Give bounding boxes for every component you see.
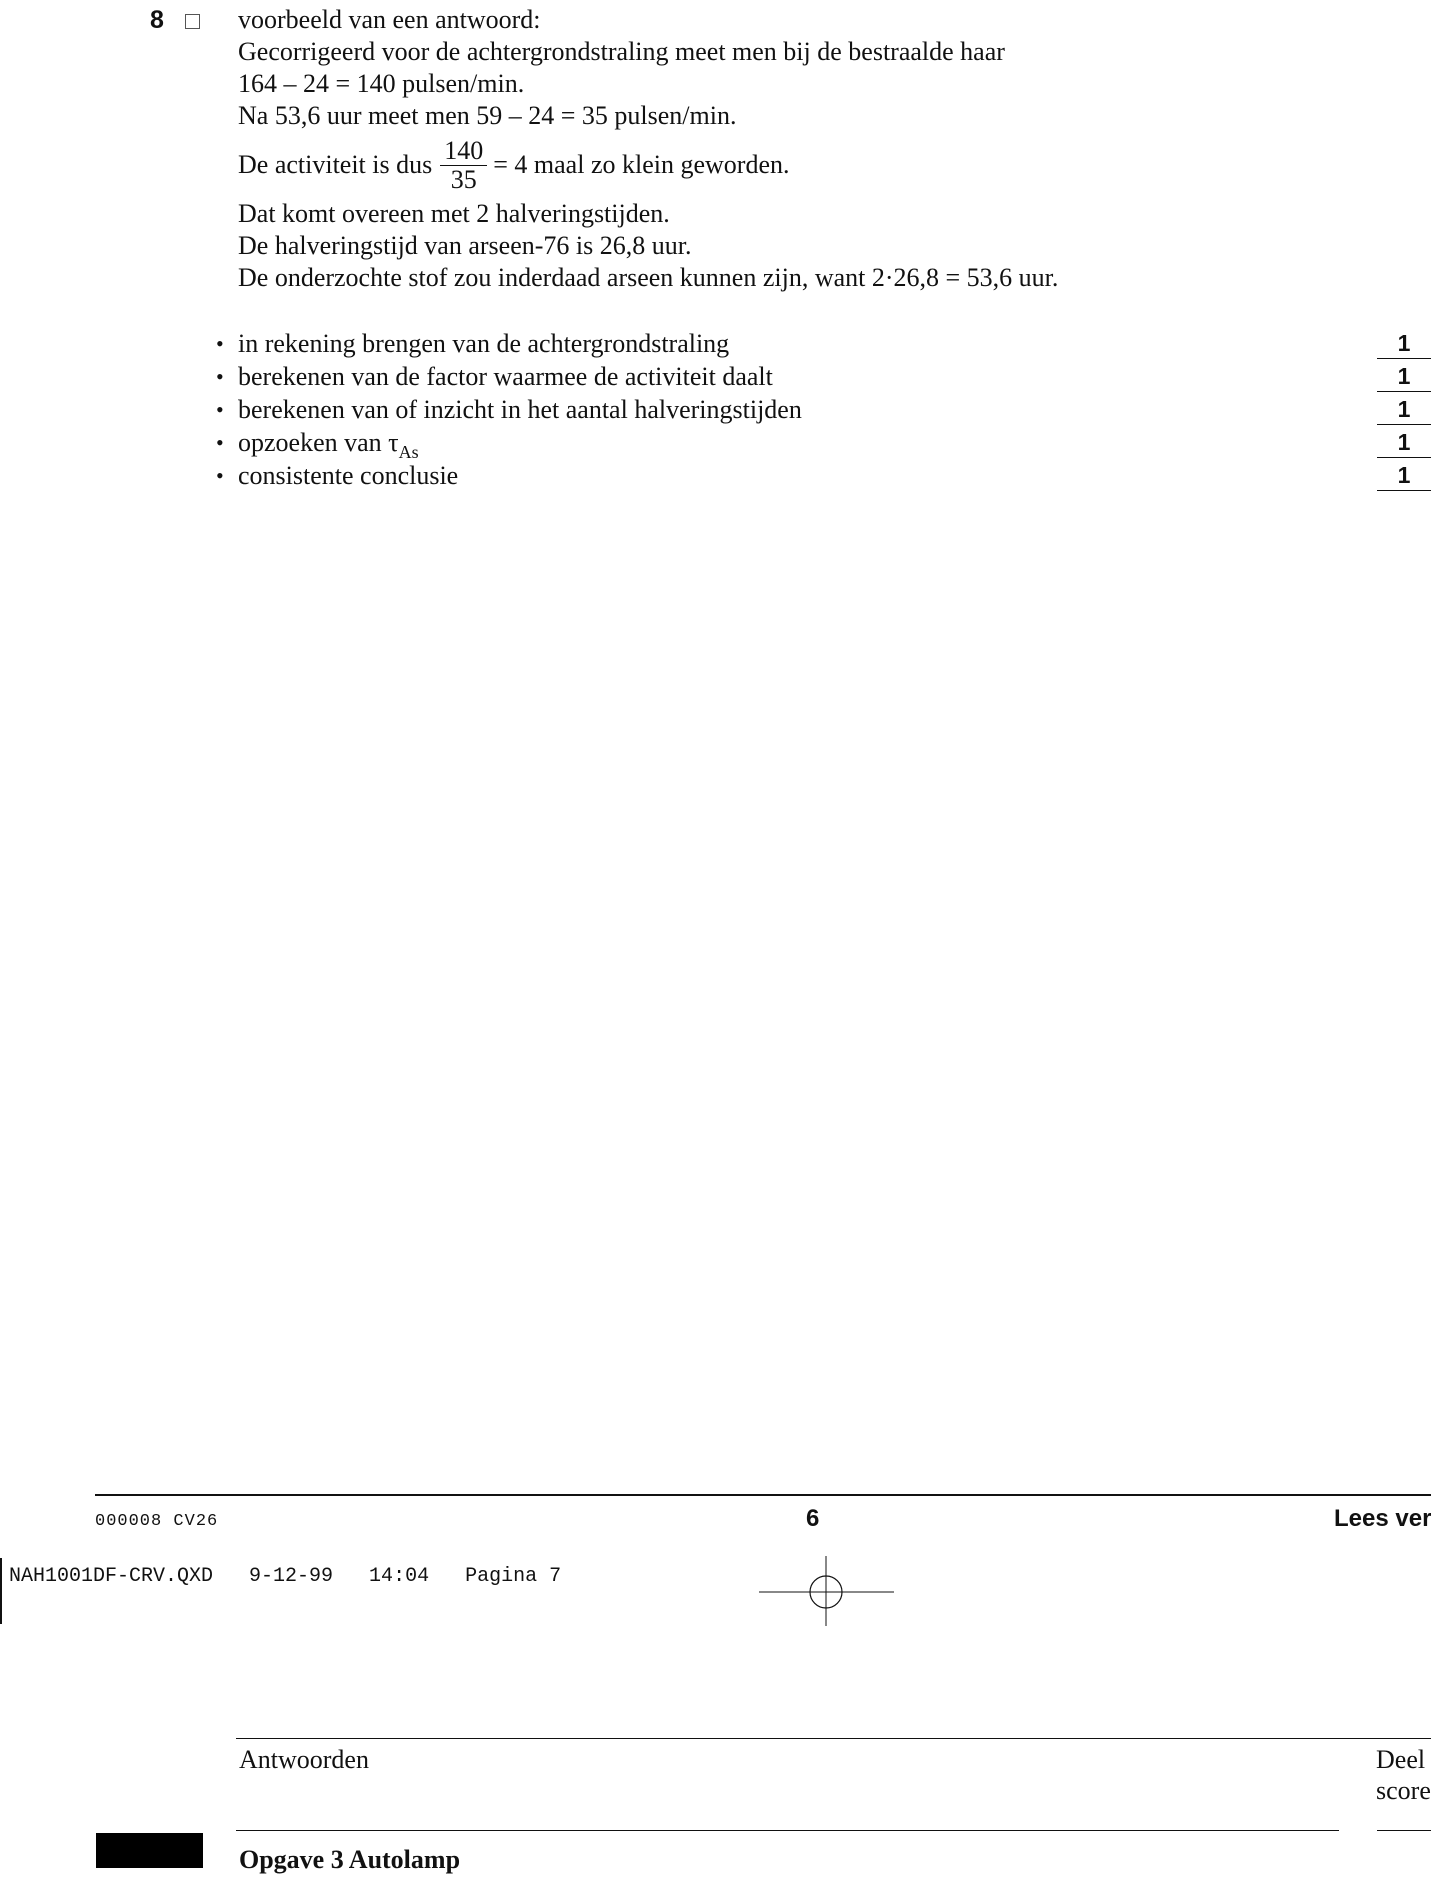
fraction-suffix: = 4 maal zo klein geworden.: [493, 150, 790, 179]
criterion-score: 1: [1377, 462, 1431, 491]
answer-line: voorbeeld van een antwoord:: [238, 5, 541, 34]
footer-rule: [95, 1494, 1431, 1496]
fraction: [440, 137, 487, 194]
footer-page-number: 6: [806, 1505, 820, 1532]
criterion-subscript: As: [398, 442, 419, 462]
header-rule: [236, 1738, 1431, 1739]
footer-code: 000008 CV26: [95, 1512, 219, 1531]
bullet-icon: •: [216, 331, 224, 356]
fraction-numerator: 140: [440, 137, 487, 166]
section-title: Opgave 3 Autolamp: [239, 1845, 461, 1874]
fraction-prefix: De activiteit is dus: [238, 150, 433, 179]
answer-line: De halveringstijd van arseen-76 is 26,8 uur.: [238, 231, 692, 260]
slug-bar: [0, 1558, 2, 1624]
answer-block: [238, 4, 1238, 294]
header-score-line1: Deel: [1376, 1745, 1426, 1774]
answer-line: 164 – 24 = 140 pulsen/min.: [238, 69, 525, 98]
answer-line: Na 53,6 uur meet men 59 – 24 = 35 pulsen/min.: [238, 101, 737, 130]
criterion-score: 1: [1377, 363, 1431, 392]
criterion-row: [216, 460, 1431, 493]
criterion-text: berekenen van of inzicht in het aantal halveringstijden: [238, 395, 802, 424]
question-number: 8: [150, 6, 164, 34]
answer-line: Dat komt overeen met 2 halveringstijden.: [238, 199, 670, 228]
fraction-line: [238, 134, 1238, 196]
criterion-text: in rekening brengen van de achtergrondstraling: [238, 329, 730, 358]
criterion-row: [216, 328, 1431, 361]
criterion-text: berekenen van de factor waarmee de activiteit daalt: [238, 362, 773, 391]
bullet-icon: •: [216, 364, 224, 389]
bullet-icon: •: [216, 430, 224, 455]
checkbox-icon: [185, 14, 200, 29]
criterion-text: consistente conclusie: [238, 461, 459, 490]
print-slug: NAH1001DF-CRV.QXD 9-12-99 14:04 Pagina 7: [9, 1565, 562, 1588]
answer-line: Gecorrigeerd voor de achtergrondstraling meet men bij de bestraalde haar: [238, 37, 1005, 66]
bullet-icon: •: [216, 397, 224, 422]
score-column-rule: [1377, 1830, 1431, 1831]
fraction-denominator: 35: [450, 164, 477, 194]
criterion-row: [216, 427, 1431, 460]
criterion-score: 1: [1377, 429, 1431, 458]
criterion-text-main: opzoeken van τ: [238, 428, 399, 457]
criterion-row: [216, 394, 1431, 427]
criterion-row: [216, 361, 1431, 394]
bullet-icon: •: [216, 463, 224, 488]
header-score-line2: score: [1376, 1776, 1431, 1805]
black-marker: [96, 1833, 203, 1868]
section-rule: [236, 1830, 1339, 1831]
footer-continue-label: Lees ver: [1334, 1505, 1431, 1532]
registration-mark-icon: [759, 1556, 894, 1626]
criteria-list: [216, 328, 1431, 493]
answer-line: De onderzochte stof zou inderdaad arseen kunnen zijn, want 2·26,8 = 53,6 uur.: [238, 263, 1059, 292]
page-header-score: [1376, 1744, 1431, 1806]
page-header-answers: Antwoorden: [239, 1745, 369, 1774]
criterion-score: 1: [1377, 396, 1431, 425]
criterion-score: 1: [1377, 330, 1431, 359]
